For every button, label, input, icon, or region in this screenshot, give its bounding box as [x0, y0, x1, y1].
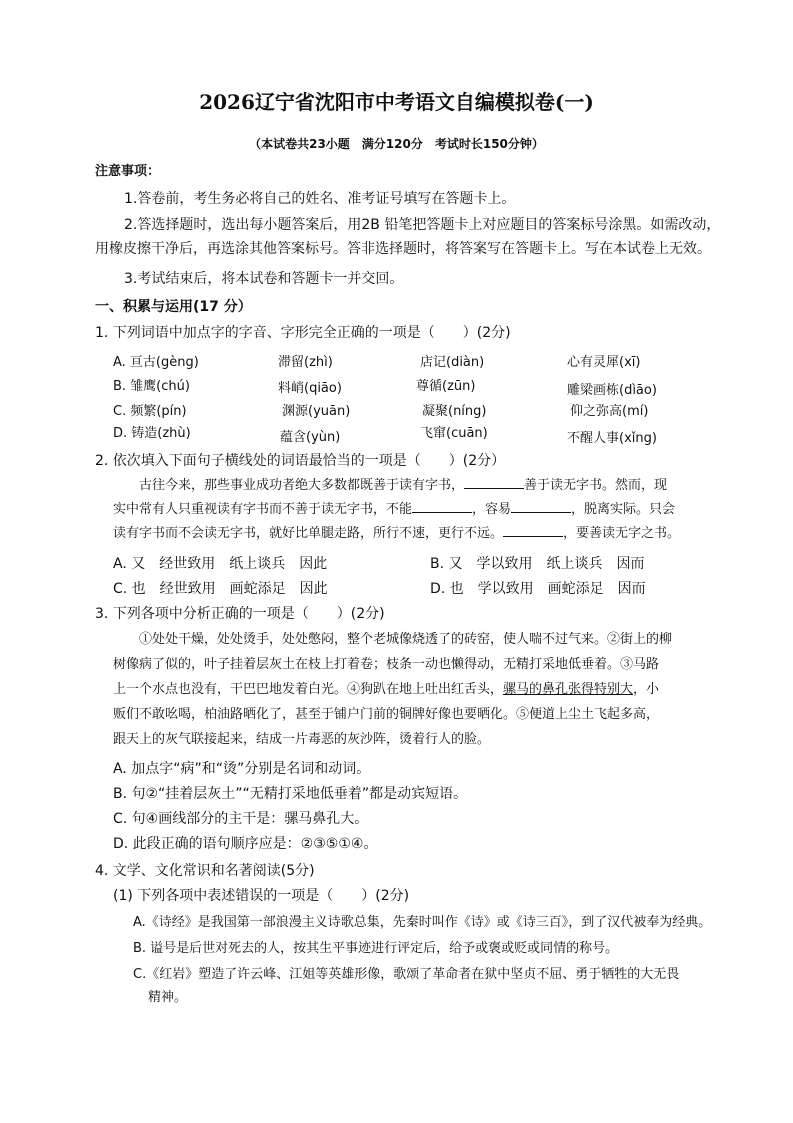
q2-option-d: D. 也 学以致用 画蛇添足 因而	[430, 581, 646, 597]
q3-passage	[113, 627, 743, 752]
q2-passage	[113, 474, 743, 546]
q4-option-b: B. 谥号是后世对死去的人，按其生平事迹进行评定后，给予或褒或贬或同情的称号。	[133, 941, 619, 956]
q1-option-d-word-4: 不醒人事(xǐng)	[567, 431, 657, 446]
question-2-stem: 2. 依次填入下面句子横线处的词语最恰当的一项是（ ）(2分）	[95, 453, 506, 469]
question-1-stem: 1. 下列词语中加点字的字音、字形完全正确的一项是（ ）(2分)	[95, 325, 511, 341]
q1-option-b-word-3: 尊循(zūn)	[416, 379, 476, 394]
q1-option-b-word-4: 雕梁画栋(dìāo)	[567, 383, 657, 398]
q3-option-d: D. 此段正确的语句顺序应是：②③⑤①④。	[113, 836, 378, 852]
exam-info-subtitle: （本试卷共23小题 满分120分 考试时长150分钟）	[249, 137, 544, 151]
q1-option-d-word-2: 蕴含(yùn)	[280, 430, 341, 445]
q1-option-d-word-3: 飞窜(cuān)	[420, 426, 488, 441]
q4-option-c-cont: 精神。	[148, 990, 188, 1005]
q2-option-b: B. 又 学以致用 纸上谈兵 因而	[430, 556, 645, 572]
q3-option-b: B. 句②“挂着层灰土”“无精打采地低垂着”都是动宾短语。	[113, 786, 468, 802]
q1-option-d: D. 铸造(zhù)	[113, 426, 191, 441]
q1-option-a-word-4: 心有灵犀(xī)	[567, 355, 641, 370]
question-3-stem: 3. 下列各项中分析正确的一项是（ ）(2分)	[95, 606, 385, 622]
q1-option-b: B. 雏鹰(chú)	[113, 379, 190, 394]
section-heading: 一、积累与运用(17 分）	[95, 299, 252, 315]
q4-sub-question-1: (1) 下列各项中表述错误的一项是（ ）(2分)	[113, 888, 410, 904]
q3-passage-line-1: ①处处干燥，处处烫手，处处憋闷，整个老城像烧透了的砖窑，使人喘不过气来。②街上的柳	[139, 632, 673, 647]
q4-option-c: C.《红岩》塑造了许云峰、江姐等英雄形像，歌颂了革命者在狱中坚贞不屈、勇于牺牲的大无畏	[133, 967, 680, 982]
fill-blank-4	[503, 524, 563, 537]
q1-option-c-word-3: 凝聚(níng)	[422, 404, 487, 419]
q1-option-b-word-2: 料峭(qiāo)	[278, 381, 342, 396]
note-item-2-cont: 用橡皮擦干净后，再选涂其他答案标号。答非选择题时，将答案写在答题卡上。写在本试卷上无效。	[95, 241, 711, 257]
q2-option-c: C. 也 经世致用 画蛇添足 因此	[113, 581, 328, 597]
q3-option-a: A. 加点字“病”和“烫”分别是名词和动词。	[113, 761, 371, 777]
q1-option-a: A. 亘古(gèng)	[113, 355, 199, 370]
q3-option-c: C. 句④画线部分的主干是：骡马鼻孔大。	[113, 811, 369, 827]
q1-option-a-word-2: 滞留(zhì)	[278, 355, 333, 370]
q1-option-c-word-2: 渊源(yuān)	[282, 404, 351, 419]
q3-passage-line-3: 上一个水点也没有，干巴巴地发着白光。④狗趴在地上吐出红舌头，骡马的鼻孔张得特别大，小	[113, 682, 660, 697]
fill-blank-2	[412, 500, 472, 513]
q3-passage-line-2: 树像病了似的，叶子挂着层灰土在枝上打着卷；枝条一动也懒得动，无精打采地低垂着。③马路	[113, 657, 660, 672]
q2-passage-line-3: 读有字书而不会读无字书，就好比单腿走路，所行不速，更行不远。 ，要善读无字之书。	[113, 526, 681, 541]
q1-option-c-word-4: 仰之弥高(mí)	[570, 404, 649, 419]
page-title: 2026辽宁省沈阳市中考语文自编模拟卷(一)	[199, 90, 594, 114]
q1-option-c: C. 频繁(pín)	[113, 404, 187, 419]
q3-passage-line-5: 跟天上的灰气联接起来，结成一片毒恶的灰沙阵，烫着行人的脸。	[113, 732, 491, 747]
note-item-2: 2.答选择题时，选出每小题答案后，用2B 铅笔把答题卡上对应题目的答案标号涂黑。如需改动，	[124, 217, 721, 233]
q2-passage-line-1: 古往今来，那些事业成功者绝大多数都既善于读有字书， 善于读无字书。然而，现	[139, 478, 668, 493]
note-item-1: 1.答卷前，考生务必将自己的姓名、准考证号填写在答题卡上。	[124, 191, 516, 207]
fill-blank-1	[464, 476, 524, 489]
q2-option-a: A. 又 经世致用 纸上谈兵 因此	[113, 556, 328, 572]
q3-passage-line-4: 贩们不敢吆喝，柏油路晒化了，甚至于铺户门前的铜牌好像也要晒化。⑤便道上尘土飞起多高，	[113, 707, 660, 722]
q1-option-a-word-3: 店记(diàn)	[420, 355, 485, 370]
q2-passage-line-2: 实中常有人只重视读有字书而不善于读无字书，不能 ，容易 ，脱离实际。只会	[113, 502, 676, 517]
note-item-3: 3.考试结束后，将本试卷和答题卡一并交回。	[124, 271, 404, 287]
question-4-stem: 4. 文学、文化常识和名著阅读(5分)	[95, 863, 315, 879]
q4-option-a: A.《诗经》是我国第一部浪漫主义诗歌总集，先秦时叫作《诗》或《诗三百》，到了汉代被奉为经典。	[133, 915, 712, 930]
notes-heading: 注意事项：	[95, 164, 161, 179]
fill-blank-3	[511, 500, 571, 513]
underlined-phrase: 骡马的鼻孔张得特别大	[503, 682, 634, 697]
